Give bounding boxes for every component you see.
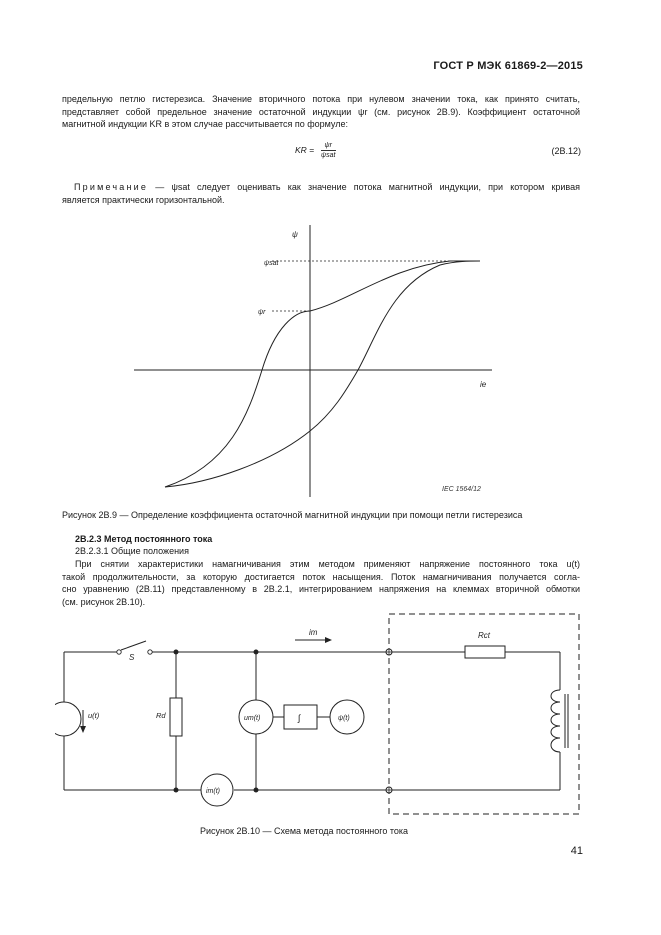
switch-label: S bbox=[129, 653, 135, 662]
note-text: ψsat следует оценивать как значение потока магнитной индукции, при котором кривая bbox=[171, 182, 580, 192]
paragraph-intro bbox=[62, 93, 580, 131]
junction-dot bbox=[254, 788, 259, 793]
junction-dot bbox=[254, 650, 259, 655]
hysteresis-figure bbox=[120, 215, 530, 505]
y-axis-label: ψ bbox=[292, 230, 298, 239]
figure-caption: Рисунок 2В.9 — Определение коэффициента остаточной магнитной индукции при помощи петли гистерезиса bbox=[62, 510, 523, 520]
paragraph-line: предельную петлю гистерезиса. Значение вторичного потока при нулевом значении тока, как принято считать, bbox=[62, 94, 580, 104]
im-meter-label: im(t) bbox=[206, 788, 220, 795]
integrator-label: ∫ bbox=[298, 713, 301, 723]
formula-fraction bbox=[321, 142, 336, 159]
voltage-arrow-icon bbox=[80, 726, 86, 733]
paragraph-line: магнитной индукции KR в этом случае рассчитывается по формуле: bbox=[62, 119, 348, 129]
note-dash: — bbox=[155, 182, 165, 192]
um-label: um(t) bbox=[244, 715, 261, 722]
circuit-diagram bbox=[55, 610, 595, 820]
current-label: im bbox=[309, 628, 318, 637]
paragraph-line: представляет собой предельное значение остаточной индукции ψr (см. рисунок 2В.9). Коэффициент остаточной bbox=[62, 106, 580, 117]
junction-dot bbox=[174, 788, 179, 793]
rct-label: Rct bbox=[478, 631, 490, 640]
paragraph-method bbox=[62, 558, 580, 608]
formula-numerator: ψr bbox=[321, 142, 336, 151]
formula-kr bbox=[295, 142, 336, 159]
hysteresis-lower-branch bbox=[165, 261, 480, 487]
resistor-rct bbox=[465, 646, 505, 658]
figure-caption: Рисунок 2В.10 — Схема метода постоянного тока bbox=[200, 826, 409, 836]
switch-s bbox=[121, 641, 146, 650]
resistor-rd bbox=[170, 698, 182, 736]
switch-contact bbox=[117, 650, 121, 654]
iec-reference: IEC 1564/12 bbox=[442, 486, 481, 493]
formula-denominator: ψsat bbox=[321, 152, 336, 159]
paragraph-line: При снятии характеристики намагничивания этим методом применяют напряжение постоянного тока u(t) bbox=[75, 559, 580, 569]
formula-lhs: KR = bbox=[295, 144, 315, 155]
x-axis-label: ie bbox=[480, 380, 487, 389]
note-label: Примечание bbox=[74, 182, 149, 192]
hysteresis-upper-branch bbox=[165, 261, 480, 487]
psi-sat-label: ψsat bbox=[264, 260, 279, 267]
secondary-winding bbox=[551, 690, 560, 752]
paragraph-line: (см. рисунок 2В.10). bbox=[62, 596, 146, 607]
dc-voltage-source bbox=[55, 702, 81, 736]
ct-dashed-box bbox=[389, 614, 579, 814]
subsection-title: 2В.2.3.1 Общие положения bbox=[75, 546, 189, 556]
document-header: ГОСТ Р МЭК 61869-2—2015 bbox=[433, 60, 583, 72]
note-text-continued: является практически горизонтальной. bbox=[62, 194, 225, 205]
page-number: 41 bbox=[570, 845, 583, 857]
source-label: u(t) bbox=[88, 711, 100, 720]
paragraph-line: сно уравнению (2В.11) представленному в 2В.2.1, интегрированием напряжения на клеммах вторичной обмотки bbox=[62, 584, 580, 594]
integrator-block bbox=[284, 705, 317, 729]
section-title: 2В.2.3 Метод постоянного тока bbox=[75, 534, 213, 544]
rd-label: Rd bbox=[156, 711, 166, 720]
junction-dot bbox=[174, 650, 179, 655]
psi-r-label: ψr bbox=[258, 309, 266, 316]
equation-number: (2В.12) bbox=[551, 146, 581, 156]
switch-contact bbox=[148, 650, 152, 654]
note-block bbox=[62, 181, 580, 206]
psi-meter-label: ψ(t) bbox=[338, 715, 350, 722]
current-arrow-icon bbox=[325, 637, 332, 643]
paragraph-line: такой продолжительности, за которую достигается поток насыщения. Поток намагничивания получается согла- bbox=[62, 571, 580, 582]
